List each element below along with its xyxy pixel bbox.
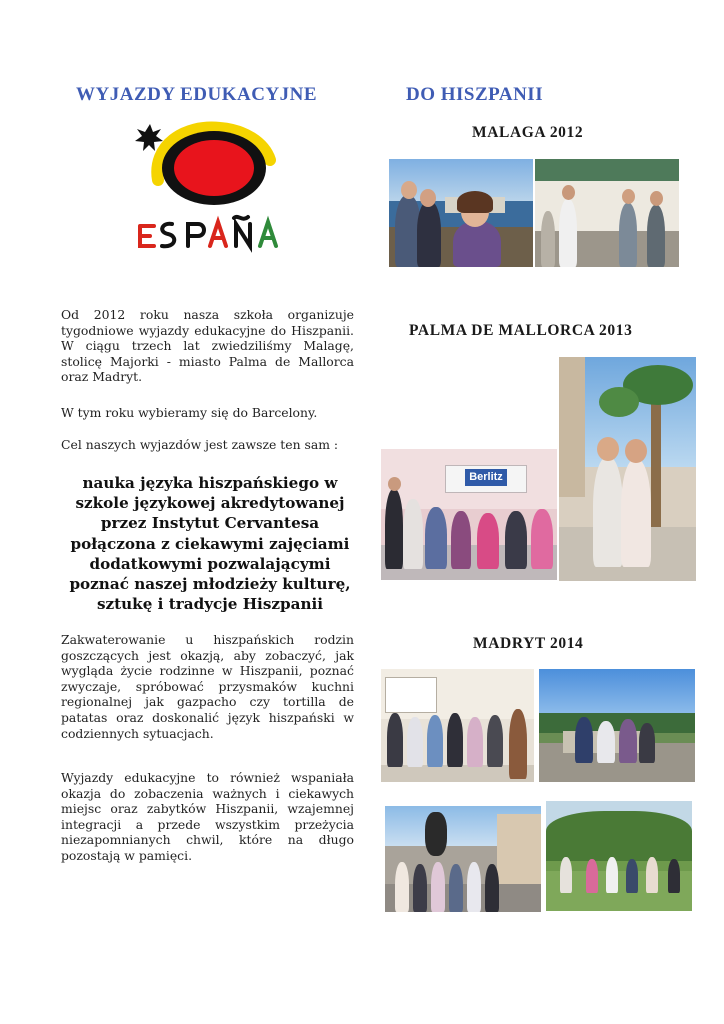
photo-madryt-puerta-del-sol xyxy=(385,806,541,912)
emphasis-line: przez Instytut Cervantesa xyxy=(100,514,320,533)
page-title-left: WYJAZDY EDUKACYJNE xyxy=(76,84,318,105)
section-heading-malaga: MALAGA 2012 xyxy=(472,124,584,141)
emphasis-line: poznać naszej młodzieży kulturę, xyxy=(69,575,351,594)
page-title-right: DO HISZPANII xyxy=(406,84,544,105)
espana-logo-graphic xyxy=(128,118,288,258)
photo-madryt-classroom xyxy=(381,669,534,782)
goal-paragraph: Cel naszych wyjazdów jest zawsze ten sam : xyxy=(61,437,339,452)
emphasis-line: sztukę i tradycje Hiszpanii xyxy=(96,595,324,614)
photo-palma-berlitz-school xyxy=(381,449,557,580)
photo-madryt-park xyxy=(539,669,695,782)
intro-paragraph: Od 2012 roku nasza szkoła organizuje tygodniowe wyjazdy edukacyjne do Hiszpanii. W ciągu trzech lat zwiedziliśmy Malagę, stolicę Majorki - miasto Palma de Mallorca oraz Madryt. xyxy=(61,307,354,385)
goal-emphasis xyxy=(55,473,365,614)
barcelona-paragraph: W tym roku wybieramy się do Barcelony. xyxy=(61,405,318,420)
emphasis-line: nauka języka hiszpańskiego w xyxy=(82,474,338,492)
espana-logo xyxy=(128,118,288,258)
photo-madryt-retiro xyxy=(546,801,692,911)
section-heading-madryt: MADRYT 2014 xyxy=(473,635,584,652)
photo-palma-street xyxy=(559,357,696,581)
photo-malaga-dance xyxy=(535,159,679,267)
berlitz-sign: Berlitz xyxy=(465,469,507,486)
emphasis-line: szkole językowej akredytowanej xyxy=(75,494,345,513)
emphasis-line: dodatkowymi pozwalającymi xyxy=(89,554,331,573)
sightseeing-paragraph: Wyjazdy edukacyjne to również wspaniała okazja do zobaczenia ważnych i ciekawych miejsc oraz zabytków Hiszpanii, wzajemnej integracji a przede wszystkim przeżycia niezapomnianych chwil, które na długo pozostają w pamięci. xyxy=(61,770,354,863)
emphasis-line: połączona z ciekawymi zajęciami xyxy=(70,534,350,553)
photo-malaga-viewpoint xyxy=(389,159,533,267)
section-heading-palma: PALMA DE MALLORCA 2013 xyxy=(409,322,633,339)
accommodation-paragraph: Zakwaterowanie u hiszpańskich rodzin goszczących jest okazją, aby zobaczyć, jak wygląda życie rodzinne w Hiszpanii, poznać zwyczaje, spróbować przysmaków kuchni regionalnej jak gazpacho czy tortilla de patatas oraz doskonalić język hiszpański w codziennych sytuacjach. xyxy=(61,632,354,741)
